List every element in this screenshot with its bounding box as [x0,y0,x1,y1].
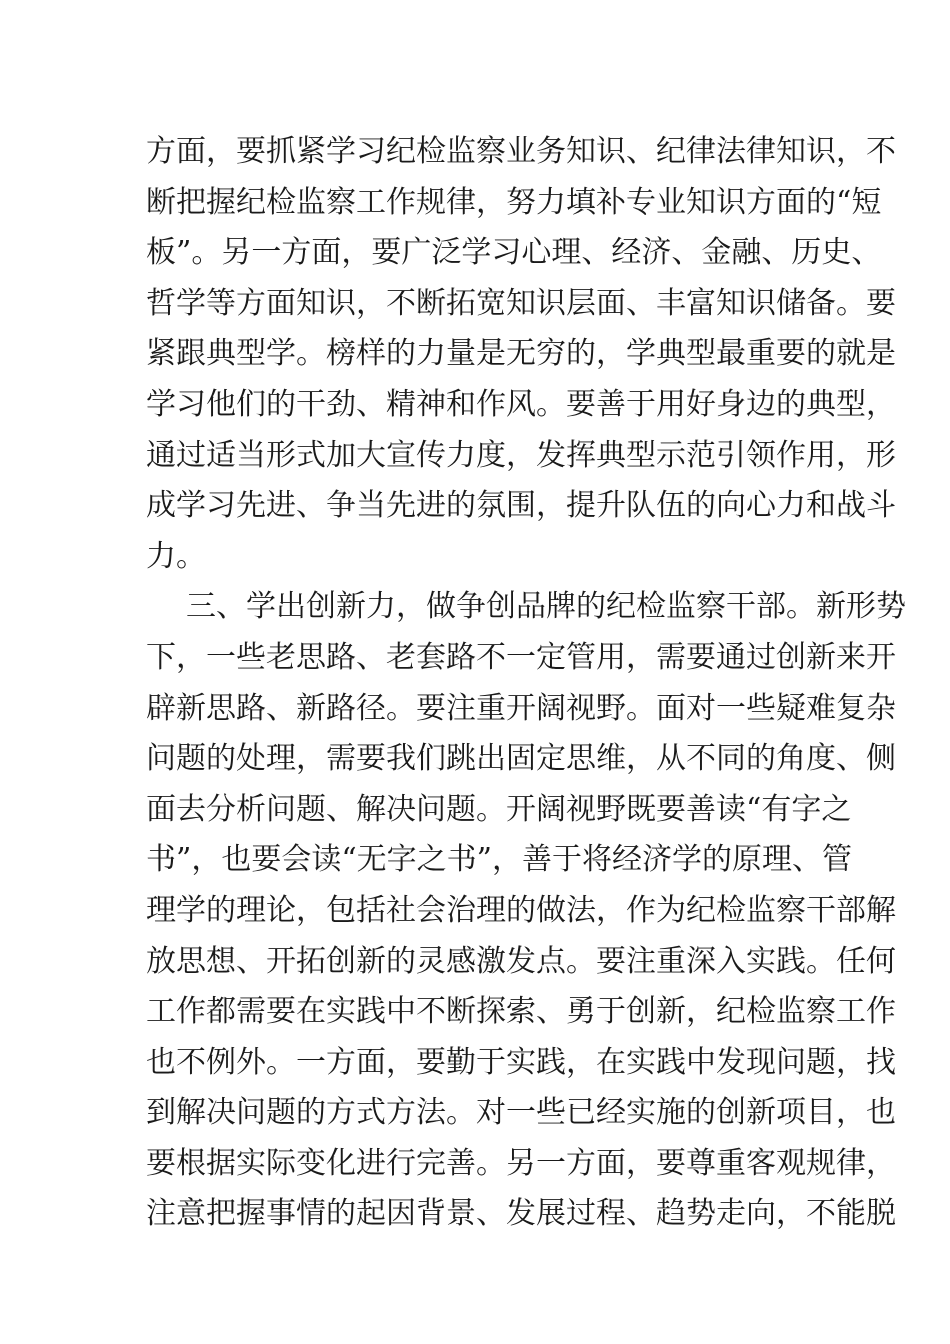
text-line: 问题的处理，需要我们跳出固定思维，从不同的角度、侧 [146,741,896,777]
text-line: 成学习先进、争当先进的氛围，提升队伍的向心力和战斗 [146,488,896,524]
text-line: 紧跟典型学。榜样的力量是无穷的，学典型最重要的就是 [146,336,896,372]
text-line: 放思想、开拓创新的灵感激发点。要注重深入实践。任何 [146,943,896,979]
text-line: 面去分析问题、解决问题。开阔视野既要善读“有字之 [146,791,852,827]
text-line: 方面，要抓紧学习纪检监察业务知识、纪律法律知识，不 [146,134,896,169]
text-line: 哲学等方面知识，不断拓宽知识层面、丰富知识储备。要 [146,285,896,321]
text-line: 到解决问题的方式方法。对一些已经实施的创新项目，也 [146,1095,896,1131]
text-line: 板”。另一方面，要广泛学习心理、经济、金融、历史、 [146,235,882,271]
text-line: 下，一些老思路、老套路不一定管用，需要通过创新来开 [146,639,896,675]
text-line: 要根据实际变化进行完善。另一方面，要尊重客观规律， [146,1145,896,1181]
text-line: 断把握纪检监察工作规律，努力填补专业知识方面的“短 [146,184,882,220]
text-line: 书”，也要会读“无字之书”，善于将经济学的原理、管 [146,842,853,878]
section-heading-line: 三、学出创新力，做争创品牌的纪检监察干部。新形势 [186,589,906,625]
text-line: 理学的理论，包括社会治理的做法，作为纪检监察干部解 [146,892,896,928]
text-line: 通过适当形式加大宣传力度，发挥典型示范引领作用，形 [146,437,896,473]
body-text [146,127,906,1240]
text-line: 学习他们的干劲、精神和作风。要善于用好身边的典型， [146,386,896,422]
text-line: 工作都需要在实践中不断探索、勇于创新，纪检监察工作 [146,994,896,1030]
text-line: 注意把握事情的起因背景、发展过程、趋势走向，不能脱 [146,1196,896,1232]
text-line: 辟新思路、新路径。要注重开阔视野。面对一些疑难复杂 [146,690,896,726]
paragraph-end-line: 力。 [146,538,206,574]
text-line: 也不例外。一方面，要勤于实践，在实践中发现问题，找 [146,1044,896,1080]
